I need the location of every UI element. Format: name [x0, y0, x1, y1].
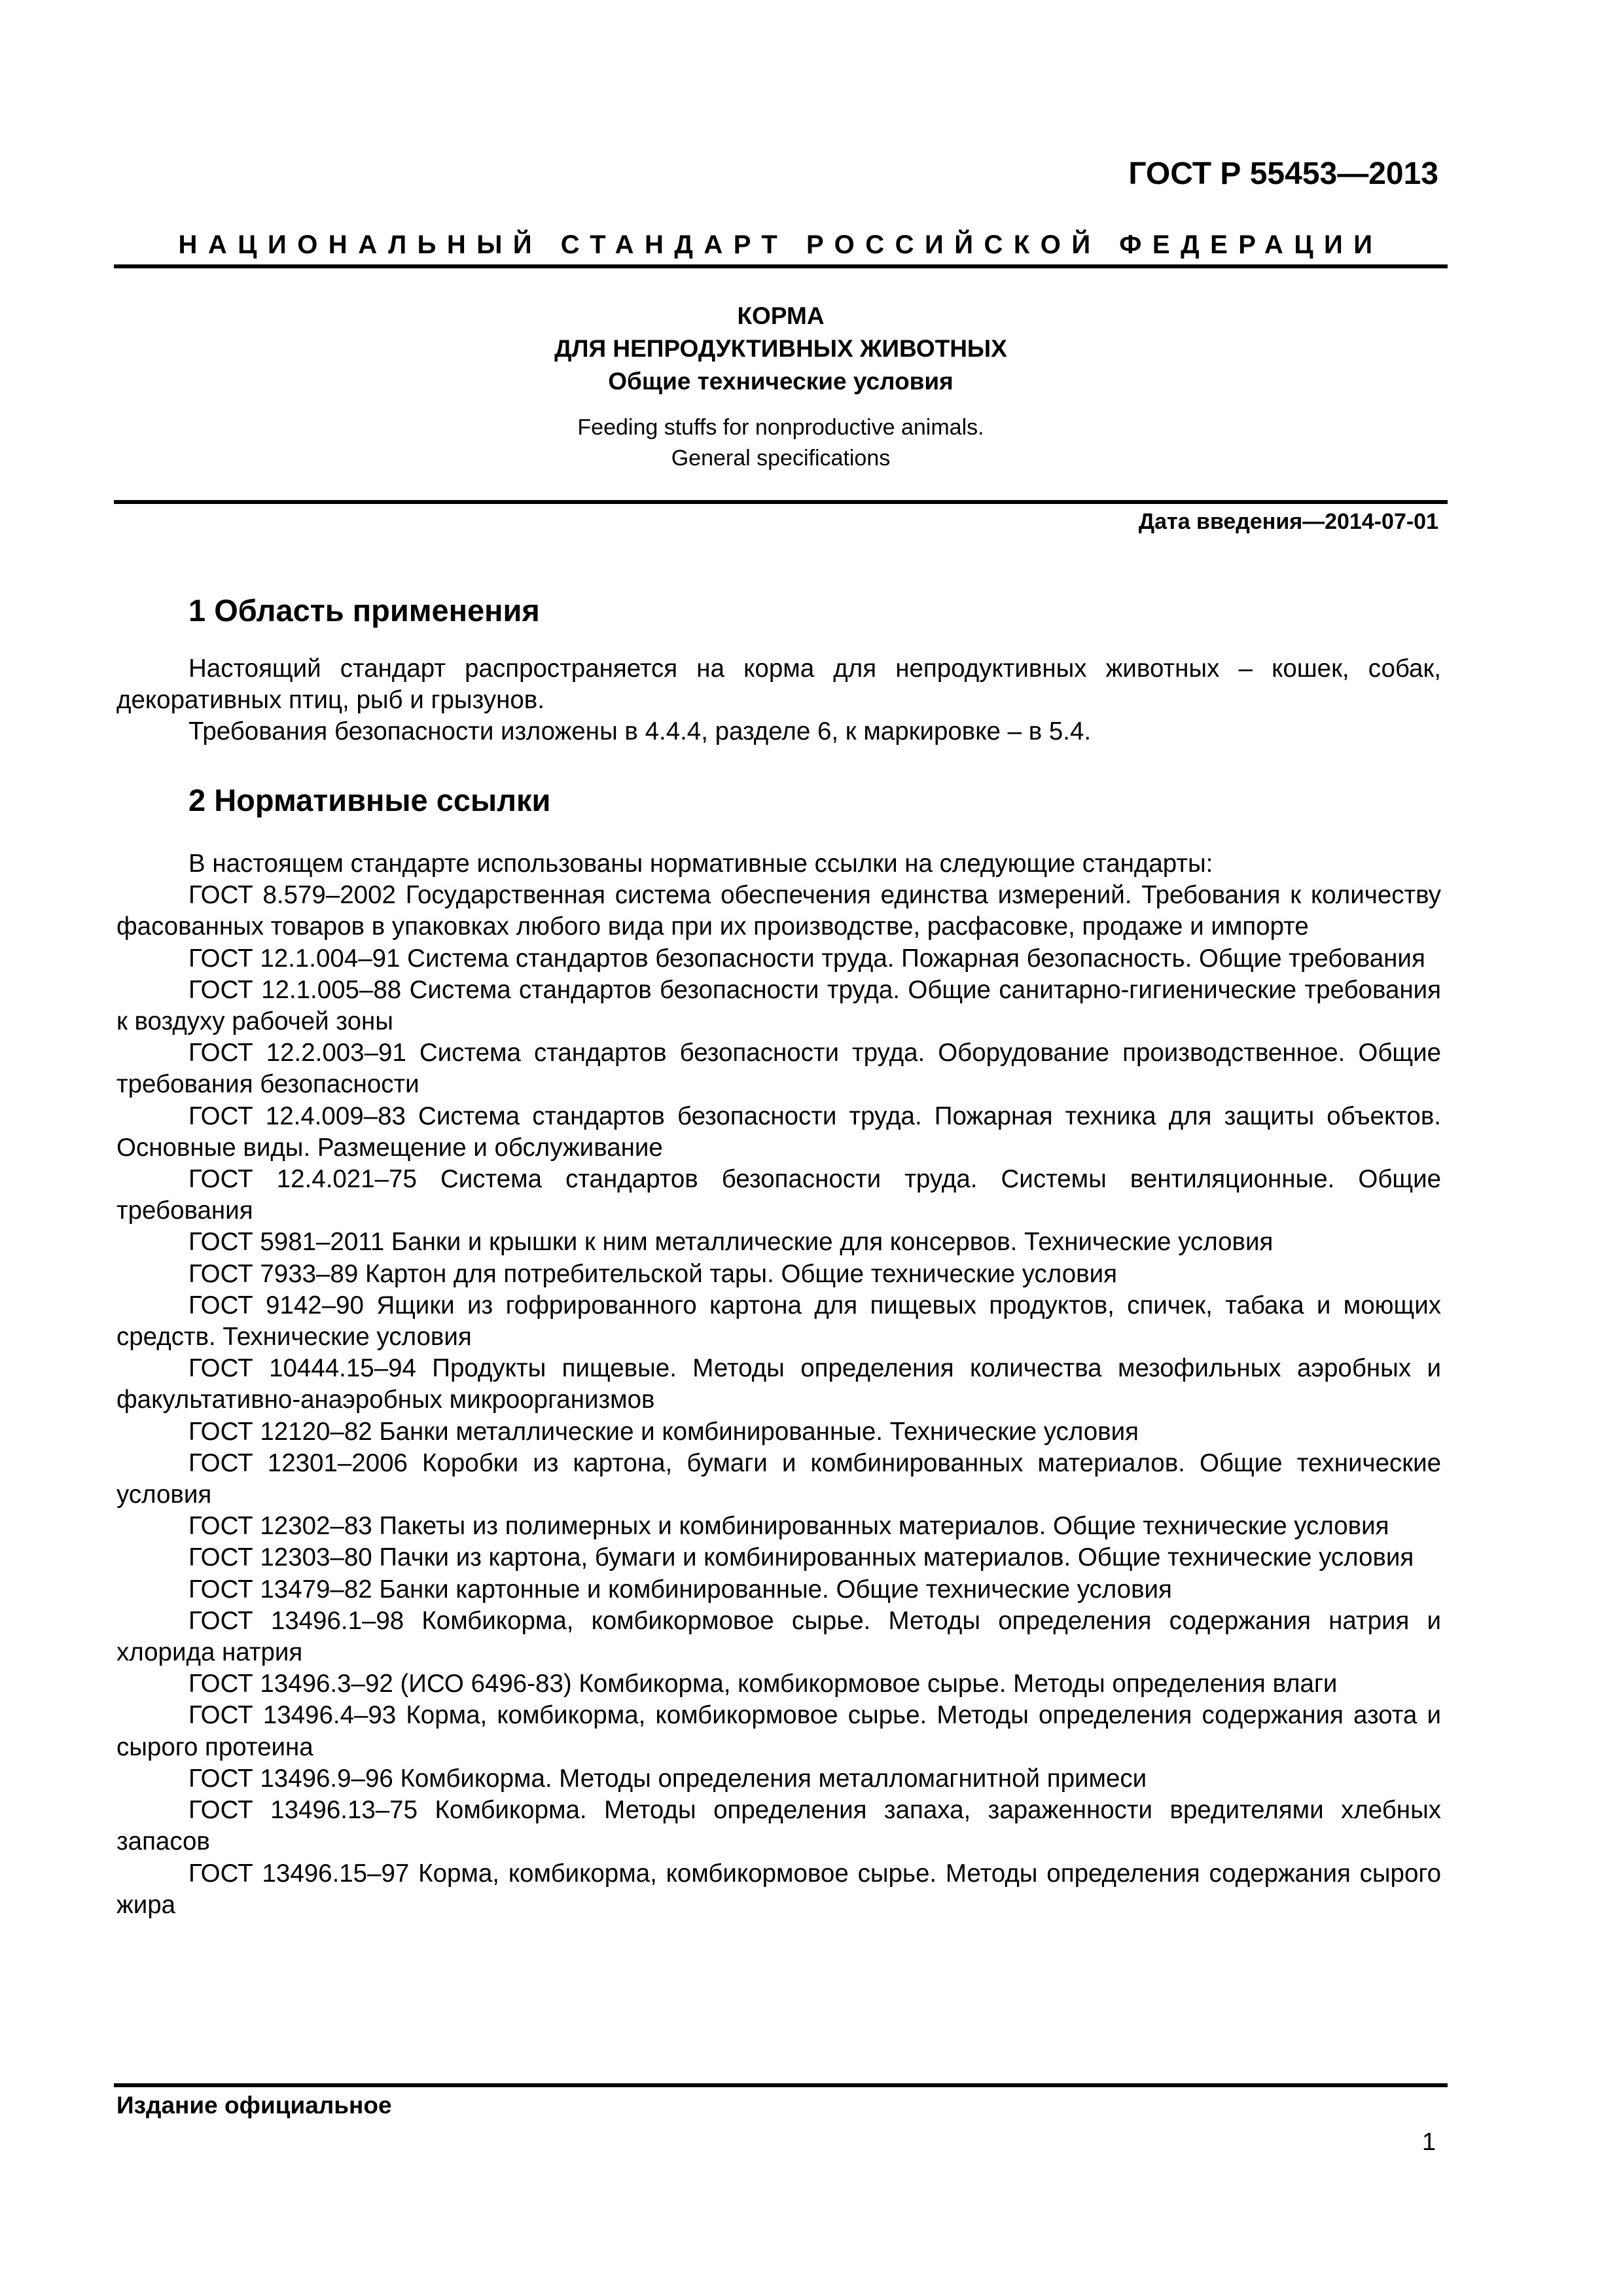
reference-item: ГОСТ 13496.15–97 Корма, комбикорма, комбикормовое сырье. Методы определения содержания сырого жира [116, 1859, 1441, 1919]
document-title [114, 300, 1448, 398]
title-rule [114, 500, 1448, 504]
reference-item: ГОСТ 12.4.009–83 Система стандартов безопасности труда. Пожарная техника для защиты объектов. Основные виды. Размещение и обслуживание [116, 1102, 1441, 1162]
document-number: ГОСТ Р 55453—2013 [1128, 156, 1438, 191]
effective-date: Дата введения—2014-07-01 [1138, 509, 1438, 534]
section-heading-scope: 1 Область применения [188, 593, 540, 628]
reference-item: ГОСТ 8.579–2002 Государственная система обеспечения единства измерений. Требования к количеству фасованных товаров в упаковках любого вида при их производстве, расфасовке, продаже и импорте [116, 881, 1441, 941]
reference-item: ГОСТ 12.1.005–88 Система стандартов безопасности труда. Общие санитарно-гигиенические требования к воздуху рабочей зоны [116, 975, 1441, 1036]
paragraph: Требования безопасности изложены в 4.4.4, разделе 6, к маркировке – в 5.4. [188, 717, 1092, 746]
reference-item: ГОСТ 12303–80 Пачки из картона, бумаги и комбинированных материалов. Общие технические условия [188, 1543, 1414, 1572]
reference-item: ГОСТ 12301–2006 Коробки из картона, бумаги и комбинированных материалов. Общие технические условия [116, 1448, 1441, 1509]
reference-item: ГОСТ 10444.15–94 Продукты пищевые. Методы определения количества мезофильных аэробных и факультативно-анаэробных микроорганизмов [116, 1354, 1441, 1414]
english-title-line: Feeding stuffs for nonproductive animals. [577, 415, 984, 440]
reference-item: ГОСТ 13496.1–98 Комбикорма, комбикормовое сырье. Методы определения содержания натрия и хлорида натрия [116, 1606, 1441, 1667]
title-line: ДЛЯ НЕПРОДУКТИВНЫХ ЖИВОТНЫХ [554, 335, 1007, 362]
title-line: КОРМА [737, 302, 825, 329]
section-body-normative-references [116, 848, 1441, 1921]
paragraph: Настоящий стандарт распространяется на корма для непродуктивных животных – кошек, собак, декоративных птиц, рыб и грызунов. [116, 655, 1441, 715]
reference-item: ГОСТ 5981–2011 Банки и крышки к ним металлические для консервов. Технические условия [188, 1228, 1274, 1257]
reference-item: ГОСТ 12302–83 Пакеты из полимерных и комбинированных материалов. Общие технические условия [188, 1512, 1389, 1541]
reference-item: ГОСТ 12120–82 Банки металлические и комбинированные. Технические условия [188, 1417, 1139, 1446]
title-line: Общие технические условия [608, 368, 954, 395]
reference-item: ГОСТ 12.2.003–91 Система стандартов безопасности труда. Оборудование производственное. Общие требования безопасности [116, 1039, 1441, 1099]
english-title [114, 412, 1448, 474]
edition-label: Издание официальное [116, 2092, 392, 2119]
reference-item: ГОСТ 13496.3–92 (ИСО 6496-83) Комбикорма, комбикормовое сырье. Методы определения влаги [188, 1670, 1338, 1698]
reference-item: ГОСТ 9142–90 Ящики из гофрированного картона для пищевых продуктов, спичек, табака и моющих средств. Технические условия [116, 1291, 1441, 1352]
page-number: 1 [1421, 2128, 1436, 2156]
reference-item: ГОСТ 13479–82 Банки картонные и комбинированные. Общие технические условия [188, 1575, 1172, 1604]
english-title-line: General specifications [671, 446, 891, 471]
reference-item: ГОСТ 13496.4–93 Корма, комбикорма, комбикормовое сырье. Методы определения содержания азота и сырого протеина [116, 1701, 1441, 1761]
paragraph: В настоящем стандарте использованы нормативные ссылки на следующие стандарты: [188, 850, 1213, 878]
reference-item: ГОСТ 13496.13–75 Комбикорма. Методы определения запаха, зараженности вредителями хлебных запасов [116, 1796, 1441, 1856]
reference-item: ГОСТ 12.1.004–91 Система стандартов безопасности труда. Пожарная безопасность. Общие требования [188, 944, 1425, 973]
footer-rule [114, 2083, 1448, 2087]
header-rule [114, 264, 1448, 268]
national-standard-header: НАЦИОНАЛЬНЫЙ СТАНДАРТ РОССИЙСКОЙ ФЕДЕРАЦИИ [178, 230, 1383, 259]
reference-item: ГОСТ 7933–89 Картон для потребительской тары. Общие технические условия [188, 1259, 1117, 1288]
section-heading-normative-references: 2 Нормативные ссылки [188, 783, 551, 817]
section-body-scope [116, 653, 1441, 748]
reference-item: ГОСТ 13496.9–96 Комбикорма. Методы определения металломагнитной примеси [188, 1764, 1147, 1793]
reference-item: ГОСТ 12.4.021–75 Система стандартов безопасности труда. Системы вентиляционные. Общие требования [116, 1165, 1441, 1225]
